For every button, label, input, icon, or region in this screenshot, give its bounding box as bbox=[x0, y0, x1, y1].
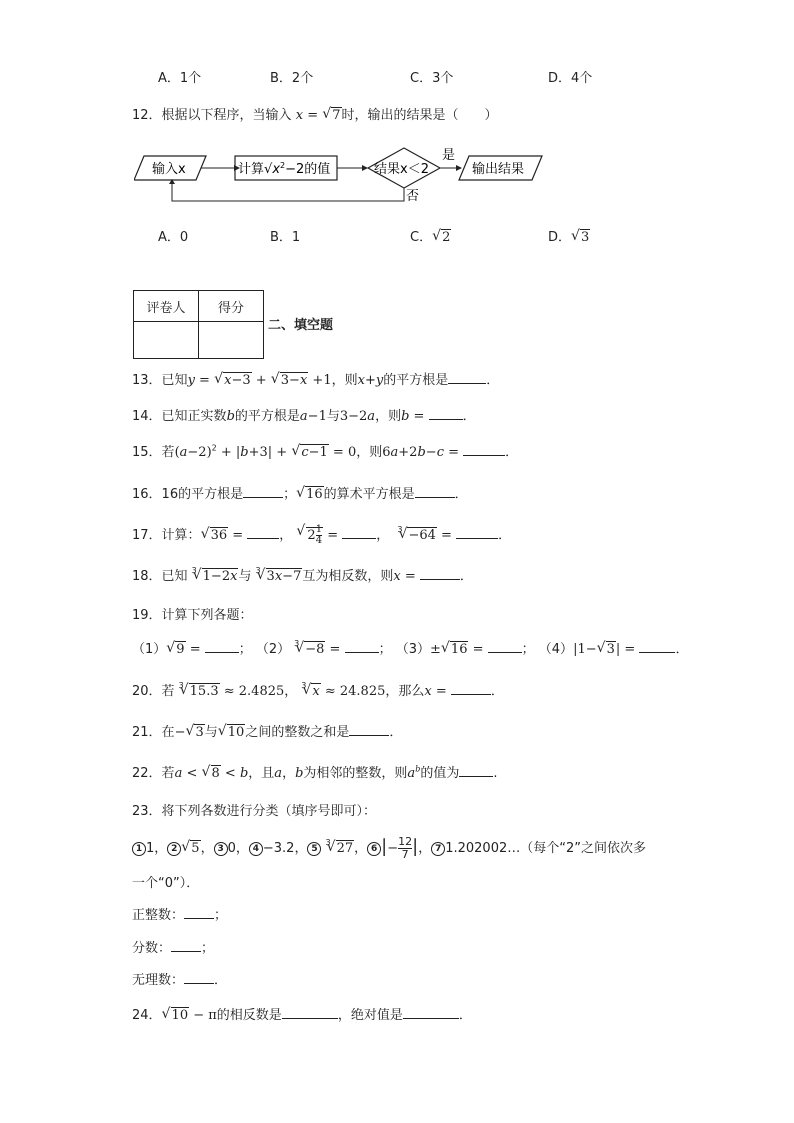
irrational-line: 无理数： ． bbox=[132, 973, 228, 988]
score-table bbox=[133, 290, 264, 359]
answer-blank[interactable] bbox=[403, 1006, 459, 1019]
question-21: 21．在−√ 3与√ 10之间的整数之和是 ． bbox=[132, 721, 402, 740]
question-12: 12．根据以下程序，当输入 x = √ 7时，输出的结果是（ ） bbox=[132, 104, 498, 123]
answer-blank[interactable] bbox=[463, 443, 505, 456]
grader-header: 评卷人 bbox=[134, 291, 199, 322]
score-cell[interactable] bbox=[199, 322, 264, 359]
question-19-parts: （1）√ 9 = ； （2） $^3$√ −8 = ； （3）±√ 16 = ； （4）|1−√ 3| = ． bbox=[132, 638, 688, 657]
output-label: 输出结果 bbox=[472, 162, 525, 177]
condition-label: 结果x＜2 bbox=[374, 162, 429, 177]
question-23-cont: 一个“0”）． bbox=[132, 876, 200, 891]
answer-blank[interactable] bbox=[420, 567, 460, 580]
q12-option-b: B．1 bbox=[270, 230, 301, 245]
answer-blank[interactable] bbox=[171, 939, 201, 952]
question-19: 19．计算下列各题： bbox=[132, 608, 253, 623]
answer-blank[interactable] bbox=[243, 485, 283, 498]
question-17: 17．计算：√ 36 = ， √ 2 $\frac{1}{4}$ = ， $^3$√ −64 = ． bbox=[132, 524, 511, 546]
question-15: 15．若$(a-2)^2 + |b+3|$ + √ c−1 = 0，则6a+2b−c = ． bbox=[132, 441, 518, 460]
answer-blank[interactable] bbox=[488, 640, 522, 653]
q11-option-d: D．4个 bbox=[548, 71, 593, 86]
answer-blank[interactable] bbox=[205, 640, 239, 653]
question-24: 24．√ 10 − π的相反数是 ，绝对值是 ． bbox=[132, 1004, 472, 1023]
q11-option-a: A．1个 bbox=[158, 71, 202, 86]
q12-option-d: D．√ 3 bbox=[548, 226, 590, 245]
answer-blank[interactable] bbox=[349, 723, 389, 736]
input-label: 输入x bbox=[152, 162, 186, 177]
question-16: 16．16的平方根是 ；√ 16的算术平方根是 ． bbox=[132, 483, 468, 502]
no-label: 否 bbox=[406, 189, 420, 204]
q12-option-a: A．0 bbox=[158, 230, 189, 245]
q12-option-c: C．√ 2 bbox=[410, 226, 451, 245]
fractions-line: 分数： ； bbox=[132, 941, 215, 956]
yes-label: 是 bbox=[442, 148, 456, 163]
question-18: 18．已知 $^3$√ 1−2x与 $^3$√ 3x−7互为相反数，则x = ． bbox=[132, 565, 473, 584]
flowchart bbox=[134, 146, 546, 208]
section-title: 二、填空题 bbox=[268, 318, 334, 333]
question-14: 14．已知正实数b的平方根是a−1与3−2a，则b = ． bbox=[132, 409, 476, 424]
question-23: 23．将下列各数进行分类（填序号即可）： bbox=[132, 804, 377, 819]
question-23-items: 1 1， 2√ 5， 3 0， 4 −3.2， $5^3√$ 27， 6 |− $\frac{12}{7}$ |， 7 1.202002…（每个“2”之间依次多 bbox=[132, 836, 646, 861]
grader-cell[interactable] bbox=[134, 322, 199, 359]
answer-blank[interactable] bbox=[247, 526, 279, 539]
positive-integers-line: 正整数： ； bbox=[132, 908, 228, 923]
answer-blank[interactable] bbox=[415, 485, 455, 498]
answer-blank[interactable] bbox=[184, 971, 214, 984]
q11-option-c: C．3个 bbox=[410, 71, 454, 86]
answer-blank[interactable] bbox=[345, 640, 379, 653]
answer-blank[interactable] bbox=[459, 764, 493, 777]
answer-blank[interactable] bbox=[448, 371, 486, 384]
score-header: 得分 bbox=[199, 291, 264, 322]
q11-option-b: B．2个 bbox=[270, 71, 314, 86]
answer-blank[interactable] bbox=[451, 682, 491, 695]
compute-label: 计算$√x^2-2$的值 bbox=[238, 161, 331, 177]
answer-blank[interactable] bbox=[184, 906, 214, 919]
question-20: 20．若 $^3$√ 15.3 ≈ 2.4825， $^3$√ x ≈ 24.825，那么x = ． bbox=[132, 680, 504, 699]
answer-blank[interactable] bbox=[456, 526, 498, 539]
answer-blank[interactable] bbox=[342, 526, 376, 539]
question-22: 22．若a < √ 8 < b，且a，b为相邻的整数，则$a^b$的值为 . bbox=[132, 762, 497, 781]
answer-blank[interactable] bbox=[639, 640, 675, 653]
answer-blank[interactable] bbox=[282, 1006, 338, 1019]
question-13: 13．已知y = √ x−3 + √ 3−x +1，则x+y的平方根是 ． bbox=[132, 369, 499, 388]
answer-blank[interactable] bbox=[429, 407, 463, 420]
